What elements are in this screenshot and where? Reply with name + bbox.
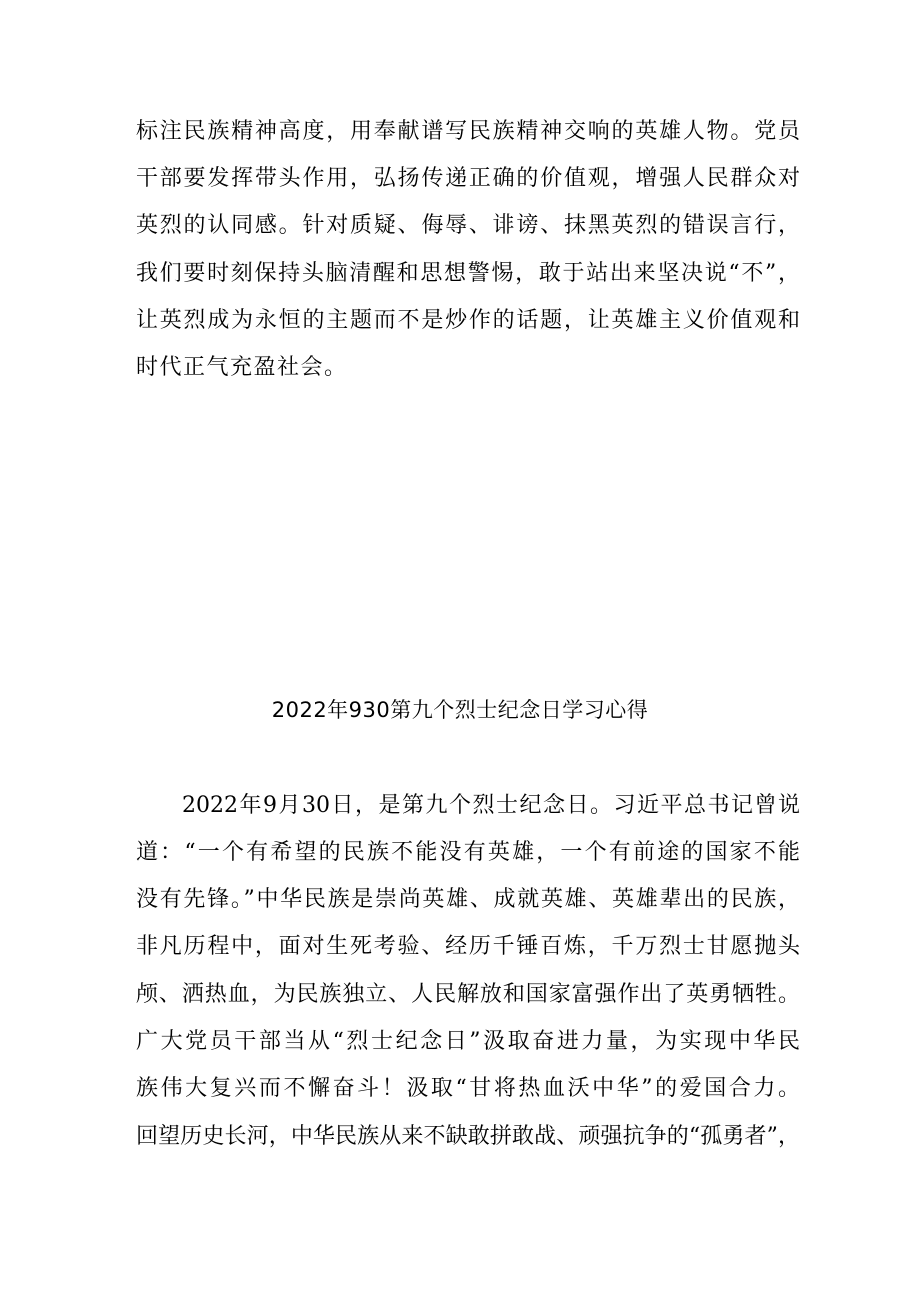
text-line: 时代正气充盈社会。 bbox=[136, 355, 348, 380]
text-line: 没有先锋。”中华民族是崇尚英雄、成就英雄、英雄辈出的民族， bbox=[136, 887, 800, 912]
text-line: 广大党员干部当从“烈士纪念日”汲取奋进力量，为实现中华民 bbox=[136, 1029, 800, 1054]
text-line: 道：“一个有希望的民族不能没有英雄，一个有前途的国家不能 bbox=[136, 840, 800, 865]
text-line: 族伟大复兴而不懈奋斗！汲取“甘将热血沃中华”的爱国合力。 bbox=[136, 1076, 800, 1101]
section-title: 2022年930第九个烈士纪念日学习心得 bbox=[271, 698, 649, 722]
text-line: 非凡历程中，面对生死考验、经历千锤百炼，千万烈士甘愿抛头 bbox=[136, 934, 800, 959]
text-line: 2022年9月30日，是第九个烈士纪念日。习近平总书记曾说 bbox=[182, 793, 800, 818]
text-line: 英烈的认同感。针对质疑、侮辱、诽谤、抹黑英烈的错误言行， bbox=[136, 213, 800, 238]
text-line: 颅、洒热血，为民族独立、人民解放和国家富强作出了英勇牺牲。 bbox=[136, 982, 800, 1007]
text-line: 让英烈成为永恒的主题而不是炒作的话题，让英雄主义价值观和 bbox=[136, 308, 800, 333]
text-line: 标注民族精神高度，用奉献谱写民族精神交响的英雄人物。党员 bbox=[136, 119, 800, 144]
text-line: 回望历史长河，中华民族从来不缺敢拼敢战、顽强抗争的“孤勇者”， bbox=[136, 1124, 800, 1149]
text-line: 干部要发挥带头作用，弘扬传递正确的价值观，增强人民群众对 bbox=[136, 166, 800, 191]
text-line: 我们要时刻保持头脑清醒和思想警惕，敢于站出来坚决说“不”， bbox=[136, 261, 800, 286]
